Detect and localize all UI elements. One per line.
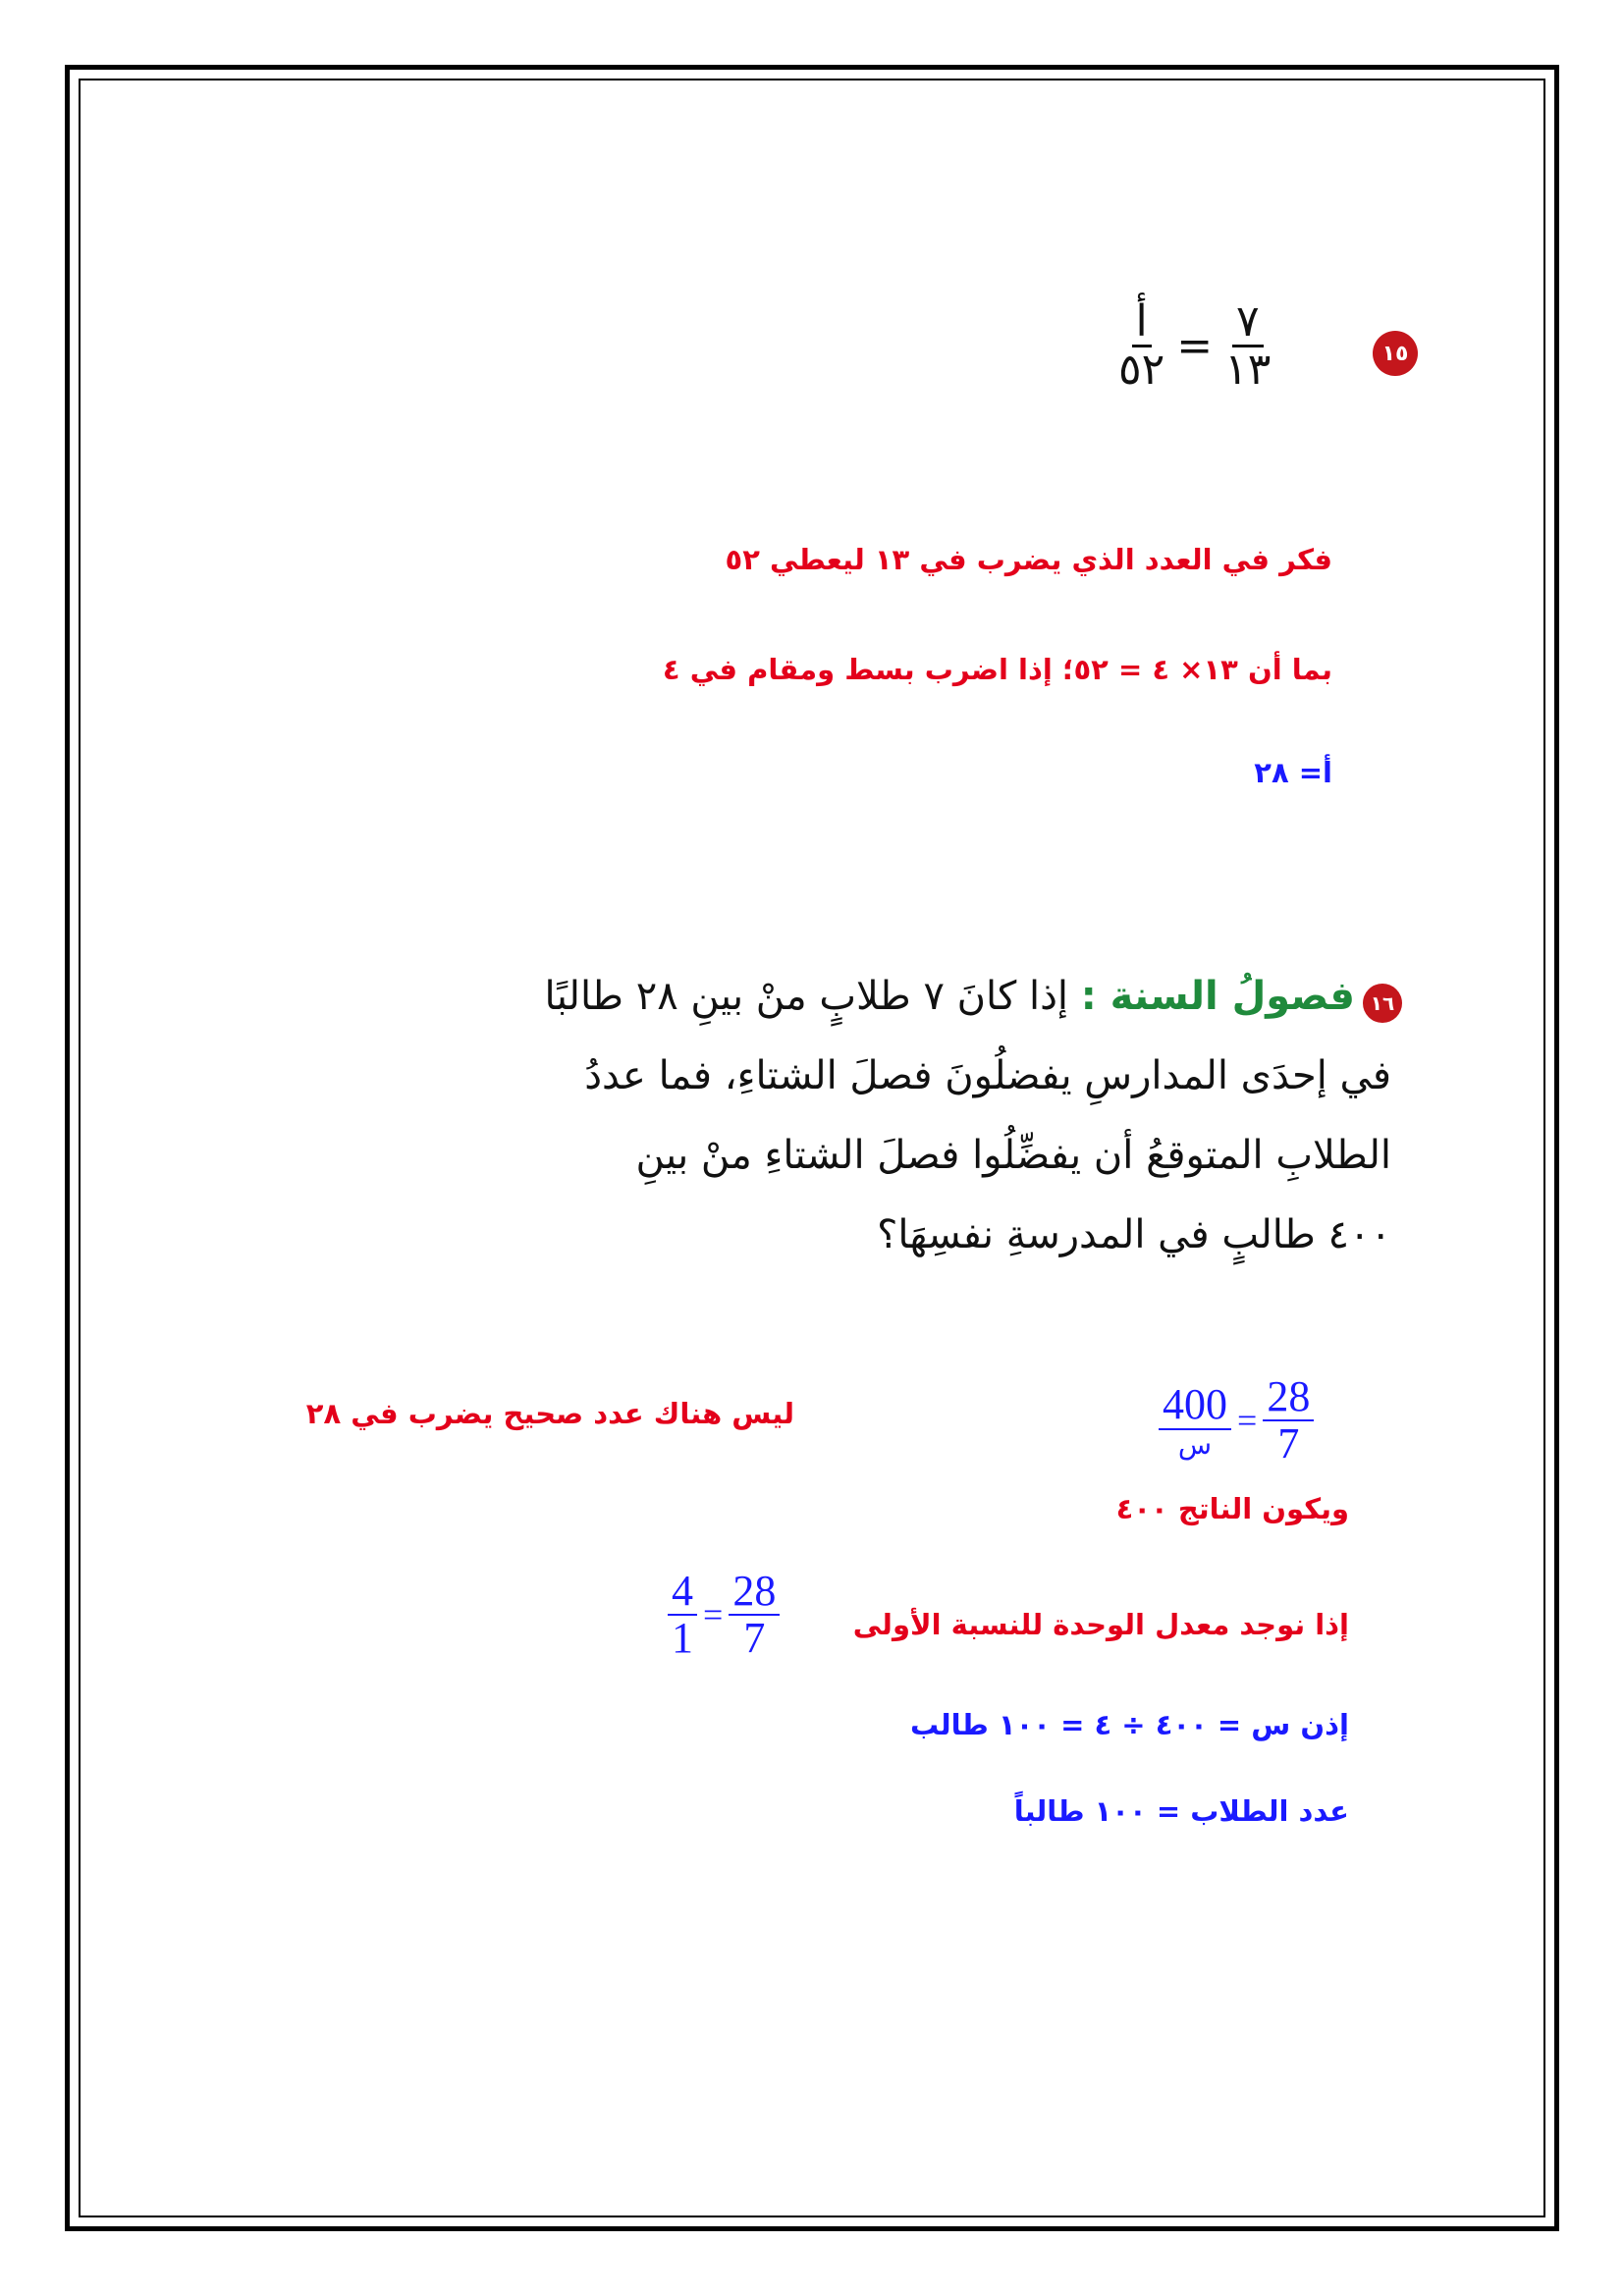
eq1-left-numerator: 400 bbox=[1159, 1382, 1231, 1429]
problem16-text-line2: في إحدَى المدارسِ يفضلُونَ فصلَ الشتاءِ، فما عددُ bbox=[584, 1053, 1391, 1098]
fraction-left bbox=[1114, 296, 1168, 396]
eq1-right-fraction bbox=[1263, 1374, 1314, 1467]
eq1-right-numerator: 28 bbox=[1263, 1374, 1314, 1421]
eq2-left-fraction bbox=[668, 1569, 697, 1661]
fraction-right-denominator: ١٣ bbox=[1224, 345, 1272, 396]
equals-sign: = bbox=[1176, 321, 1214, 372]
note-result: ويكون الناتج ٤٠٠ bbox=[1115, 1492, 1349, 1525]
problem16-equation1 bbox=[1159, 1374, 1314, 1467]
fraction-left-numerator: أ bbox=[1132, 299, 1152, 347]
fraction-left-denominator: ٥٢ bbox=[1118, 345, 1165, 396]
eq2-right-denominator: 7 bbox=[743, 1614, 766, 1663]
eq2-left-numerator: 4 bbox=[668, 1569, 697, 1616]
problem16-text-line1: إذا كانَ ٧ طلابٍ منْ بينِ ٢٨ طالبًا bbox=[544, 974, 1069, 1019]
eq2-right-numerator: 28 bbox=[729, 1569, 780, 1616]
eq1-right-denominator: 7 bbox=[1277, 1419, 1300, 1468]
eq2-equals: = bbox=[703, 1595, 724, 1635]
solution-x-line: إذن س = ٤٠٠ ÷ ٤ = ١٠٠ طالب bbox=[910, 1708, 1349, 1741]
problem15-answer-line: أ= ٢٨ bbox=[1254, 756, 1332, 789]
eq2-left-denominator: 1 bbox=[672, 1614, 693, 1663]
note-no-whole-number: ليس هناك عدد صحيح يضرب في ٢٨ bbox=[305, 1397, 794, 1430]
problem16-text-line4: ٤٠٠ طالبٍ في المدرسةِ نفسِهَا؟ bbox=[877, 1212, 1391, 1257]
problem16-title: فصولُ السنة : bbox=[1080, 974, 1355, 1019]
problem15-hint-line: فكر في العدد الذي يضرب في ١٣ ليعطي ٥٢ bbox=[725, 543, 1332, 576]
fraction-right-numerator: ٧ bbox=[1232, 299, 1264, 347]
problem16-number-badge: ١٦ bbox=[1363, 984, 1402, 1023]
eq2-right-fraction bbox=[729, 1569, 780, 1661]
eq1-left-fraction bbox=[1159, 1382, 1231, 1459]
problem15-equation bbox=[1114, 296, 1274, 396]
eq1-left-denominator: س bbox=[1177, 1427, 1213, 1461]
problem15-number-badge: ١٥ bbox=[1373, 331, 1418, 376]
eq1-equals: = bbox=[1237, 1401, 1258, 1441]
problem16-text-line3: الطلابِ المتوقعُ أن يفضِّلُوا فصلَ الشتاءِ منْ بينِ bbox=[635, 1133, 1391, 1178]
problem16-first-line bbox=[545, 974, 1355, 1019]
unit-rate-label: إذا نوجد معدل الوحدة للنسبة الأولى bbox=[852, 1608, 1349, 1641]
fraction-right bbox=[1220, 296, 1274, 396]
solution-count-line: عدد الطلاب = ١٠٠ طالباً bbox=[1013, 1794, 1349, 1828]
problem15-reason-line: بما أن ١٣× ٤ = ٥٢؛ إذا اضرب بسط ومقام في ٤ bbox=[662, 653, 1332, 686]
problem16-equation2 bbox=[668, 1569, 780, 1661]
